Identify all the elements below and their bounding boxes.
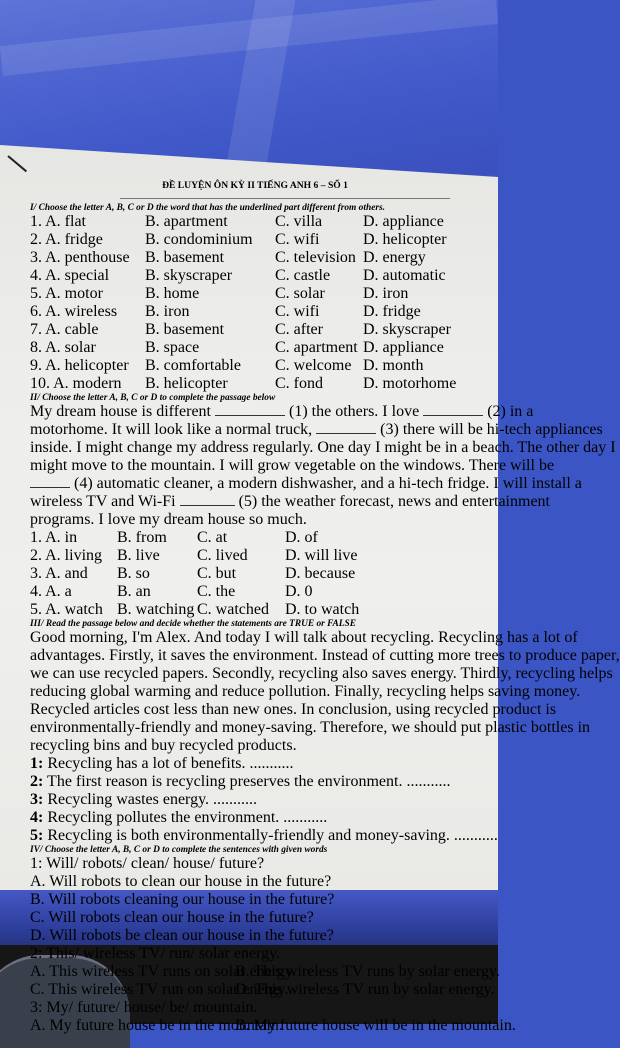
statement-text: Recycling pollutes the environment. ...........	[43, 809, 328, 826]
question-row	[30, 267, 470, 285]
answer-option: C. television	[275, 249, 356, 266]
answer-option: C. after	[275, 321, 323, 338]
answer-option: B. home	[145, 285, 200, 302]
answer-option: 2. A. living	[30, 547, 103, 564]
statement	[30, 791, 470, 809]
statement-number: 2:	[30, 773, 44, 790]
passage-line: might move to the mountain. I will grow vegetable on the windows. There will be	[30, 457, 555, 474]
section-4-heading: IV/ Choose the letter A, B, C or D to complete the sentences with given words	[30, 845, 328, 855]
answer-option: D. month	[363, 357, 424, 374]
blank-2	[423, 407, 483, 416]
worksheet-content	[30, 180, 620, 1035]
blank-4	[30, 479, 70, 488]
answer-option: D. fridge	[363, 303, 421, 320]
statement	[30, 755, 470, 773]
passage-line: Good morning, I'm Alex. And today I will talk about recycling. Recycling has a lot of	[30, 629, 578, 646]
passage-line: My dream house is different (1) the others. I love (2) in a	[30, 403, 534, 420]
answer-option: C. apartment	[275, 339, 358, 356]
answer-option: D. iron	[363, 285, 409, 302]
answer-option: D. because	[285, 565, 356, 582]
question-row	[30, 529, 470, 547]
question-row	[30, 565, 470, 583]
answer-option: C. the	[197, 583, 236, 600]
answer-option: 5. A. watch	[30, 601, 103, 618]
section-1-heading: I/ Choose the letter A, B, C or D the word that has the underlined part different from others.	[30, 203, 385, 213]
answer-option: 4. A. a	[30, 583, 72, 600]
answer-option: D. automatic	[363, 267, 446, 284]
section-2-options	[30, 529, 470, 619]
answer-option: D. helicopter	[363, 231, 447, 248]
answer-option: C. but	[197, 565, 237, 582]
answer-option: C. at	[197, 529, 228, 546]
answer-option: B. live	[117, 547, 160, 564]
passage-line: (4) automatic cleaner, a modern dishwasher, and a hi-tech fridge. I will install a	[30, 475, 470, 493]
question-3: 3: My/ future/ house/ be/ mountain.	[30, 999, 258, 1016]
answer-option: D. appliance	[363, 213, 444, 230]
answer-option: 9. A. helicopter	[30, 357, 129, 374]
statement-text: The first reason is recycling preserves the environment. ...........	[43, 773, 451, 790]
option: C. Will robots clean our house in the future?	[30, 909, 314, 926]
answer-option: D. skyscraper	[363, 321, 451, 338]
passage-line: programs. I love my dream house so much.	[30, 511, 307, 528]
tablecloth-top	[0, 0, 498, 175]
answer-option: 4. A. special	[30, 267, 110, 284]
answer-option: C. fond	[275, 375, 323, 392]
answer-option: C. lived	[197, 547, 248, 564]
title-divider	[120, 198, 450, 199]
passage-line: reducing global warming and reduce pollution. Finally, recycling helps saving money.	[30, 683, 581, 700]
answer-option: 10. A. modern	[30, 375, 122, 392]
section-3-passage	[30, 629, 620, 755]
answer-option: C. castle	[275, 267, 331, 284]
answer-option: 8. A. solar	[30, 339, 96, 356]
answer-option: B. helicopter	[145, 375, 228, 392]
passage-line: advantages. Firstly, it saves the environment. Instead of cutting more trees to produce paper,	[30, 647, 620, 664]
blank-1	[215, 407, 285, 416]
question-row	[30, 303, 470, 321]
question-row	[30, 583, 470, 601]
answer-option: 3. A. and	[30, 565, 88, 582]
answer-option: 6. A. wireless	[30, 303, 118, 320]
section-2-heading: II/ Choose the letter A, B, C or D to complete the passage below	[30, 393, 276, 403]
option: A. Will robots to clean our house in the future?	[30, 873, 332, 890]
option: B. Will robots cleaning our house in the future?	[30, 891, 335, 908]
passage-line: environmentally-friendly and money-saving. Therefore, we should put plastic bottles in	[30, 719, 591, 736]
question-2: 2: This/ wireless TV/ run/ solar energy.	[30, 945, 281, 962]
answer-option: B. basement	[145, 321, 225, 338]
answer-option: D. will live	[285, 547, 358, 564]
answer-option: B. skyscraper	[145, 267, 233, 284]
answer-option: 1. A. flat	[30, 213, 86, 230]
passage-line: wireless TV and Wi-Fi (5) the weather forecast, news and entertainment	[30, 493, 550, 510]
passage-line: motorhome. It will look like a normal truck, (3) there will be hi-tech appliances	[30, 421, 603, 438]
worksheet-title: ĐỀ LUYỆN ÔN KỲ II TIẾNG ANH 6 – SỐ 1	[162, 180, 348, 191]
answer-option: D. motorhome	[363, 375, 457, 392]
answer-option: B. watching	[117, 601, 195, 618]
option-pair: C. This wireless TV run on solar energy. D. This wireless TV run by solar energy.	[30, 981, 495, 998]
answer-option: 3. A. penthouse	[30, 249, 130, 266]
statement-text: Recycling wastes energy. ...........	[43, 791, 258, 808]
answer-option: B. space	[145, 339, 200, 356]
statement-number: 1:	[30, 755, 44, 772]
answer-option: 2. A. fridge	[30, 231, 103, 248]
option-pair: A. This wireless TV runs on solar energy. B. This wireless TV runs by solar energy.	[30, 963, 500, 980]
answer-option: 1. A. in	[30, 529, 78, 546]
answer-option: D. appliance	[363, 339, 444, 356]
answer-option: D. energy	[363, 249, 426, 266]
question-row	[30, 249, 470, 267]
answer-option: C. wifi	[275, 303, 320, 320]
passage-line: we can use recycled papers. Secondly, recycling also saves energy. Thirdly, recycling helps	[30, 665, 613, 682]
answer-option: B. an	[117, 583, 151, 600]
answer-option: D. 0	[285, 583, 313, 600]
option-pair: A. My future house be in the mountain. B. My future house will be in the mountain.	[30, 1017, 516, 1034]
question-row	[30, 213, 470, 231]
blank-5	[180, 497, 235, 506]
statement	[30, 809, 470, 827]
answer-option: B. iron	[145, 303, 190, 320]
answer-option: C. villa	[275, 213, 323, 230]
question-row	[30, 321, 470, 339]
statement-text: Recycling has a lot of benefits. ...........	[43, 755, 294, 772]
answer-option: C. solar	[275, 285, 325, 302]
answer-option: C. welcome	[275, 357, 352, 374]
answer-option: B. comfortable	[145, 357, 241, 374]
section-3-statements	[30, 755, 498, 845]
statement-number: 5:	[30, 827, 44, 844]
answer-option: 5. A. motor	[30, 285, 103, 302]
answer-option: B. so	[117, 565, 150, 582]
answer-option: C. watched	[197, 601, 269, 618]
passage-line: recycling bins and buy recycled products.	[30, 737, 297, 754]
answer-option: D. to watch	[285, 601, 360, 618]
blank-3	[316, 425, 376, 434]
answer-option: D. of	[285, 529, 318, 546]
statement	[30, 827, 498, 845]
answer-option: B. condominium	[145, 231, 253, 248]
question-row	[30, 375, 470, 393]
question-row	[30, 231, 470, 249]
question-row	[30, 339, 470, 357]
option: D. Will robots be clean our house in the future?	[30, 927, 334, 944]
section-1-rows	[30, 213, 470, 393]
question-row	[30, 285, 470, 303]
section-3-heading: III/ Read the passage below and decide whether the statements are TRUE or FALSE	[30, 619, 356, 629]
passage-line: inside. I might change my address regularly. One day I might be in a beach. The other day I	[30, 439, 616, 456]
statement	[30, 773, 470, 791]
question-row	[30, 547, 470, 565]
question-row	[30, 357, 470, 375]
answer-option: 7. A. cable	[30, 321, 99, 338]
statement-number: 3:	[30, 791, 44, 808]
passage-line: Recycled articles cost less than new ones. In conclusion, using recycled product is	[30, 701, 557, 718]
statement-text: Recycling is both environmentally-friendly and money-saving. ...........	[43, 827, 498, 844]
answer-option: B. basement	[145, 249, 225, 266]
question-row	[30, 601, 470, 619]
answer-option: B. apartment	[145, 213, 228, 230]
answer-option: C. wifi	[275, 231, 320, 248]
statement-number: 4:	[30, 809, 44, 826]
question-1: 1: Will/ robots/ clean/ house/ future?	[30, 855, 265, 872]
answer-option: B. from	[117, 529, 167, 546]
